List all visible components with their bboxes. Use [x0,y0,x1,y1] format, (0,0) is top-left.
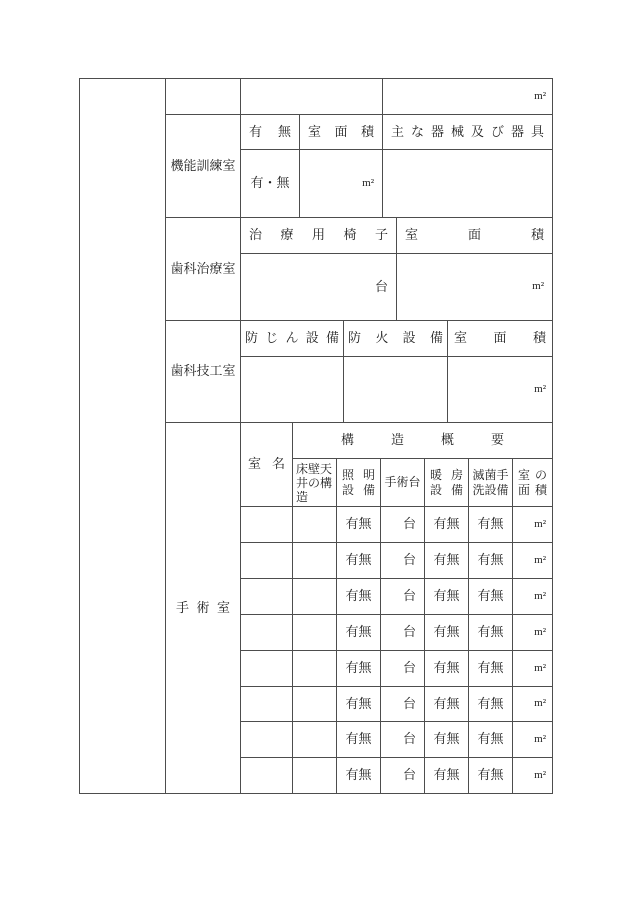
or-heating-value: 有無 [433,624,460,640]
ft-presence-value: 有・無 [250,175,290,191]
or-heating-value-cell [424,721,469,758]
or-operating-table-value-cell [380,650,425,687]
or-fwc-line2: 井の構 [296,475,333,490]
operating-room-row [240,506,553,543]
or-floor-wall-ceiling-header [292,458,337,507]
or-heating-value: 有無 [433,767,460,783]
or-operating-table-header-text: 手術台 [384,475,421,489]
or-handwash-value-cell [468,578,513,615]
or-operating-table-value: 台 [402,731,416,747]
operating-room-row [240,686,553,722]
or-operating-table-value-cell [380,614,425,651]
dl-room-area-header-text: 室 面 積 [454,330,546,346]
top-area-cell [382,78,553,115]
operating-room-row [240,542,553,579]
or-area-value-cell [512,650,553,687]
or-operating-table-value-cell [380,542,425,579]
label-blank-cell [165,78,241,115]
or-handwash-value: 有無 [477,660,504,676]
or-heating-value-cell [424,757,469,794]
or-lighting-value-cell [336,506,381,543]
or-operating-table-value-cell [380,721,425,758]
or-area-value-cell [512,757,553,794]
or-room-name-entry-cell [240,578,293,615]
or-lighting-value: 有無 [345,660,372,676]
operating-room-label [165,422,241,794]
left-category-cell [79,78,166,794]
or-area-value-cell [512,506,553,543]
or-lighting-header [336,458,381,507]
operating-room-row [240,614,553,651]
or-lighting-value: 有無 [345,516,372,532]
or-structure-entry-cell [292,757,337,794]
operating-room-row [240,578,553,615]
or-area-value-cell [512,686,553,722]
or-handwash-line2: 洗設備 [472,482,509,497]
or-heating-line2: 設 備 [430,482,463,497]
ft-presence-header-text: 有 無 [249,123,291,139]
functional-training-room-label [165,114,241,218]
or-heating-value: 有無 [433,695,460,711]
dt-room-area-header-text: 室 面 積 [405,227,544,243]
or-lighting-value-cell [336,542,381,579]
or-lighting-value-cell [336,721,381,758]
or-heating-value: 有無 [433,660,460,676]
or-area-unit: m² [534,697,546,710]
ft-area-cell [299,149,383,218]
or-structure-summary-header-text: 構 造 概 要 [341,432,504,448]
or-handwash-value-cell [468,757,513,794]
or-lighting-line2: 設 備 [342,482,375,497]
dt-chairs-unit: 台 [374,278,388,294]
or-heating-value: 有無 [433,516,460,532]
or-heating-value-cell [424,542,469,579]
or-heating-value-cell [424,506,469,543]
or-operating-table-value-cell [380,578,425,615]
or-structure-entry-cell [292,721,337,758]
or-area-unit: m² [534,732,546,745]
or-lighting-value-cell [336,757,381,794]
dl-fireproof-header-text: 防 火 設 備 [348,330,443,346]
or-heating-value-cell [424,614,469,651]
or-handwash-value: 有無 [477,767,504,783]
dl-room-area-header [447,320,553,357]
or-structure-entry-cell [292,614,337,651]
or-lighting-value-cell [336,578,381,615]
or-area-value-cell [512,542,553,579]
dental-treatment-room-label [165,217,241,321]
or-heating-value-cell [424,686,469,722]
dl-area-unit: m² [534,382,546,395]
or-handwash-value-cell [468,542,513,579]
or-operating-table-value-cell [380,757,425,794]
functional-training-room-label-text: 機能訓練室 [170,157,236,173]
operating-room-label-text: 手 術 室 [176,599,230,615]
or-room-name-entry-cell [240,542,293,579]
or-structure-entry-cell [292,686,337,722]
or-lighting-value-cell [336,650,381,687]
dental-lab-room-label [165,320,241,423]
dental-treatment-room-label-text: 歯科治療室 [170,260,236,276]
or-handwash-value-cell [468,686,513,722]
or-area-unit: m² [534,625,546,638]
ft-main-equipment-header-text: 主 な 器 械 及 び 器 具 [391,123,544,139]
or-handwash-value: 有無 [477,731,504,747]
or-lighting-line1: 照 明 [342,467,375,482]
or-area-value-cell [512,578,553,615]
dt-room-area-header [396,217,553,254]
or-room-name-header-text: 室 名 [248,456,285,472]
dl-dustproof-header [240,320,344,357]
dt-area-unit: m² [532,280,544,293]
or-handwash-value: 有無 [477,588,504,604]
dental-lab-room-label-text: 歯科技工室 [170,363,236,379]
or-fwc-line3: 造 [296,489,309,504]
operating-room-row [240,757,553,794]
or-area-unit: m² [534,661,546,674]
or-structure-entry-cell [292,650,337,687]
or-handwash-value: 有無 [477,552,504,568]
or-room-name-entry-cell [240,721,293,758]
or-heating-line1: 暖 房 [430,467,463,482]
dl-area-cell [447,356,553,423]
or-heating-header [424,458,469,507]
or-lighting-value-cell [336,686,381,722]
dl-dustproof-entry-cell [240,356,344,423]
or-handwash-value-cell [468,614,513,651]
or-operating-table-value: 台 [402,624,416,640]
or-handwash-value: 有無 [477,624,504,640]
or-operating-table-value: 台 [402,660,416,676]
or-room-area-line2: 面 積 [518,482,547,497]
or-heating-value: 有無 [433,552,460,568]
or-room-name-entry-cell [240,686,293,722]
or-area-unit: m² [534,768,546,781]
or-handwash-value: 有無 [477,695,504,711]
or-area-value-cell [512,614,553,651]
or-operating-table-value: 台 [402,588,416,604]
ft-room-area-header [299,114,383,150]
or-area-unit: m² [534,553,546,566]
or-room-name-entry-cell [240,506,293,543]
or-heating-value-cell [424,578,469,615]
or-room-name-entry-cell [240,650,293,687]
operating-room-row [240,721,553,758]
or-sterile-handwash-header [468,458,513,507]
or-room-name-entry-cell [240,757,293,794]
dl-fireproof-entry-cell [343,356,448,423]
or-lighting-value: 有無 [345,695,372,711]
or-operating-table-value: 台 [402,516,416,532]
top-blank-cell [240,78,383,115]
or-room-name-header [240,422,293,507]
top-area-unit: m² [534,89,546,102]
or-structure-entry-cell [292,506,337,543]
ft-equipment-entry-cell [382,149,553,218]
or-handwash-value: 有無 [477,516,504,532]
or-area-unit: m² [534,589,546,602]
or-area-unit: m² [534,517,546,530]
or-operating-table-value: 台 [402,695,416,711]
or-operating-table-value: 台 [402,767,416,783]
dl-dustproof-header-text: 防 じ ん 設 備 [245,330,339,346]
or-structure-entry-cell [292,578,337,615]
or-handwash-value-cell [468,650,513,687]
or-room-area-line1: 室 の [518,467,547,482]
or-heating-value: 有無 [433,731,460,747]
dt-chairs-header-text: 治 療 用 椅 子 [249,227,388,243]
or-structure-entry-cell [292,542,337,579]
or-structure-summary-header [292,422,553,459]
or-handwash-line1: 滅菌手 [472,467,509,482]
dl-fireproof-header [343,320,448,357]
or-lighting-value: 有無 [345,731,372,747]
or-lighting-value: 有無 [345,552,372,568]
ft-presence-value-cell [240,149,300,218]
dt-chairs-header [240,217,397,254]
or-lighting-value: 有無 [345,767,372,783]
or-area-value-cell [512,721,553,758]
ft-main-equipment-header [382,114,553,150]
or-room-name-entry-cell [240,614,293,651]
or-operating-table-value-cell [380,506,425,543]
or-lighting-value: 有無 [345,624,372,640]
or-room-area-header [512,458,553,507]
or-heating-value: 有無 [433,588,460,604]
or-handwash-value-cell [468,721,513,758]
ft-area-unit: m² [362,176,374,189]
or-heating-value-cell [424,650,469,687]
or-operating-table-value-cell [380,686,425,722]
ft-room-area-header-text: 室 面 積 [308,123,374,139]
or-operating-table-header [380,458,425,507]
or-handwash-value-cell [468,506,513,543]
or-operating-table-value: 台 [402,552,416,568]
or-lighting-value: 有無 [345,588,372,604]
or-fwc-line1: 床壁天 [296,461,333,476]
or-lighting-value-cell [336,614,381,651]
operating-room-row [240,650,553,687]
dt-area-cell [396,253,553,321]
operating-room-rows [240,506,553,794]
ft-presence-header [240,114,300,150]
dt-chairs-count-cell [240,253,397,321]
